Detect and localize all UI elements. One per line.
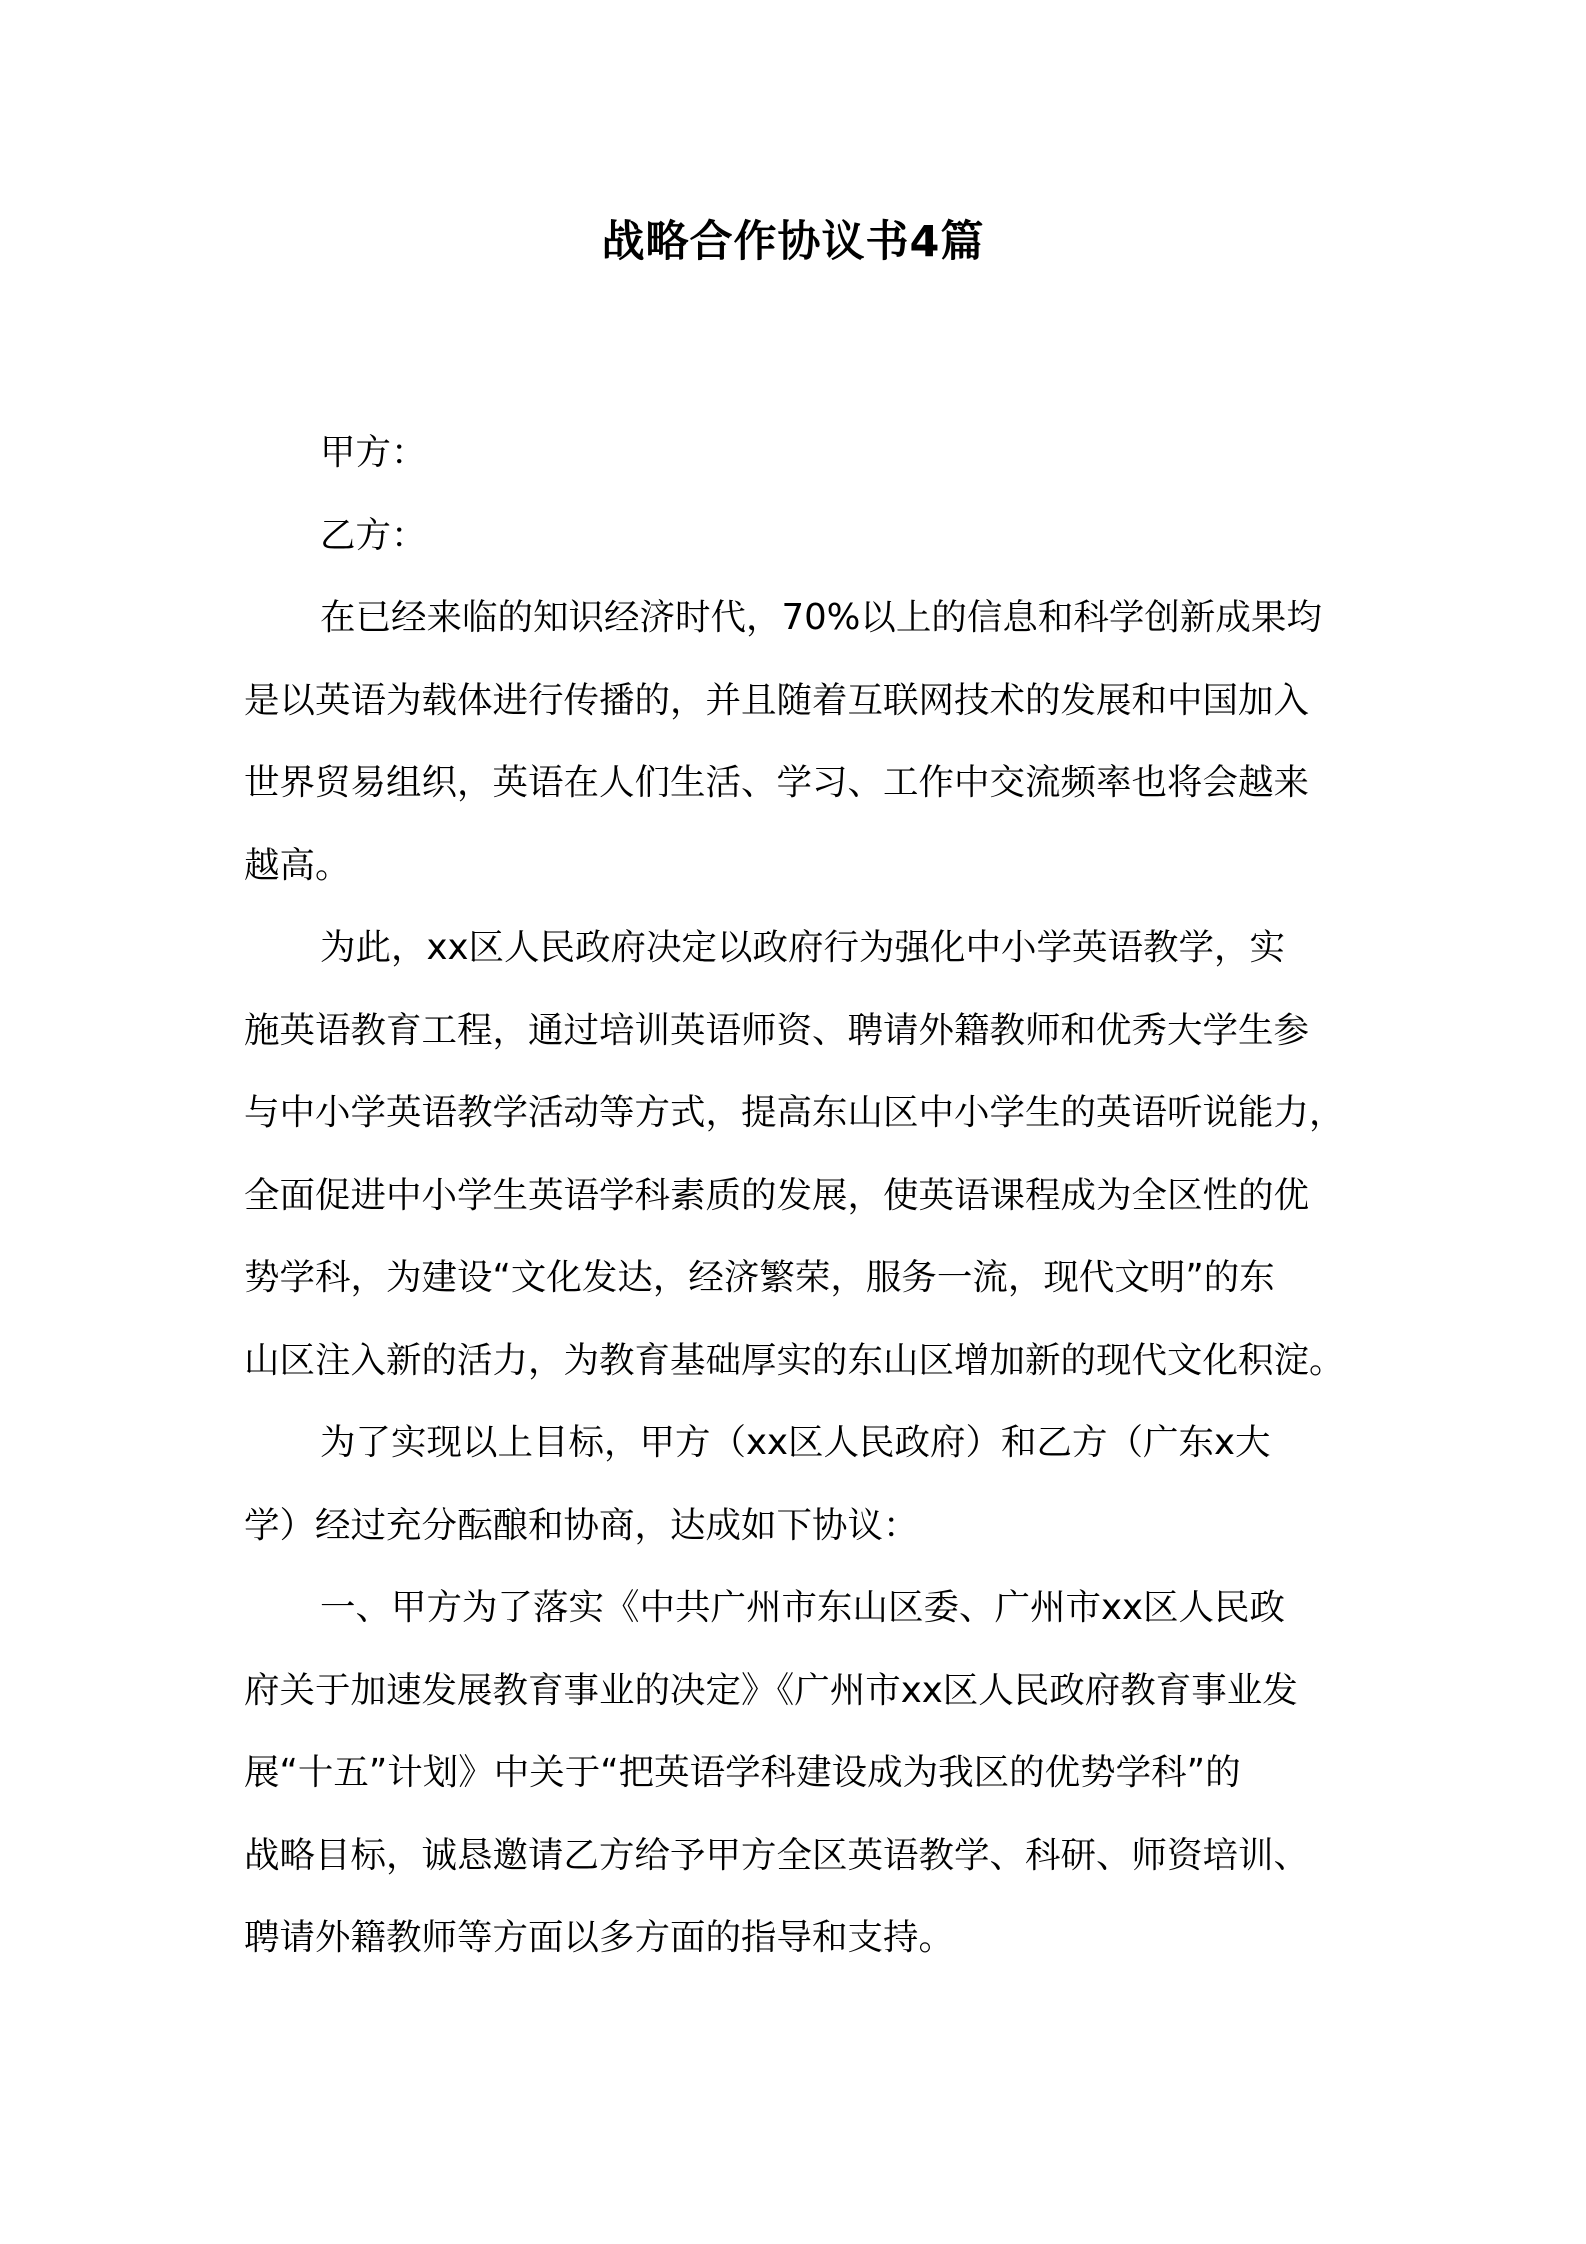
paragraph-purpose (244, 907, 1364, 1402)
paragraph-line: 一、甲方为了落实《中共广州市东山区委、广州市xx区人民政 (320, 1587, 1286, 1628)
paragraph-line: 越高。 (244, 844, 351, 886)
paragraph-line: 山区注入新的活力，为教育基础厚实的东山区增加新的现代文化积淀。 (244, 1339, 1345, 1381)
party-b-label: 乙方： (320, 514, 427, 556)
paragraph-line: 聘请外籍教师等方面以多方面的指导和支持。 (244, 1917, 955, 1958)
document-body (244, 412, 1364, 1980)
paragraph-line: 府关于加速发展教育事业的决定》《广州市xx区人民政府教育事业发 (244, 1669, 1298, 1711)
paragraph-line: 为此，xx区人民政府决定以政府行为强化中小学英语教学，实 (320, 927, 1286, 968)
paragraph-clause-one (244, 1567, 1364, 1980)
paragraph-line: 与中小学英语教学活动等方式，提高东山区中小学生的英语听说能力， (244, 1092, 1345, 1133)
paragraph-line: 战略目标，诚恳邀请乙方给予甲方全区英语教学、科研、师资培训、 (244, 1834, 1310, 1876)
paragraph-agreement (244, 1402, 1364, 1567)
party-a-label: 甲方： (320, 432, 427, 473)
paragraph-line: 全面促进中小学生英语学科素质的发展，使英语课程成为全区性的优 (244, 1174, 1310, 1216)
paragraph-line: 施英语教育工程，通过培训英语师资、聘请外籍教师和优秀大学生参 (244, 1009, 1310, 1051)
paragraph-line: 是以英语为载体进行传播的，并且随着互联网技术的发展和中国加入 (244, 679, 1310, 721)
document-title: 战略合作协议书4篇 (601, 217, 985, 267)
paragraph-line: 势学科，为建设“文化发达，经济繁荣，服务一流，现代文明”的东 (244, 1257, 1275, 1298)
paragraph-line: 展“十五”计划》中关于“把英语学科建设成为我区的优势学科”的 (244, 1752, 1241, 1793)
paragraph-intro (244, 577, 1364, 907)
paragraph-line: 学）经过充分酝酿和协商，达成如下协议： (244, 1504, 919, 1546)
paragraph-line: 在已经来临的知识经济时代，70%以上的信息和科学创新成果均 (320, 597, 1322, 638)
paragraph-line: 世界贸易组织，英语在人们生活、学习、工作中交流频率也将会越来 (244, 762, 1310, 803)
paragraph-line: 为了实现以上目标，甲方（xx区人民政府）和乙方（广东x大 (320, 1422, 1271, 1463)
